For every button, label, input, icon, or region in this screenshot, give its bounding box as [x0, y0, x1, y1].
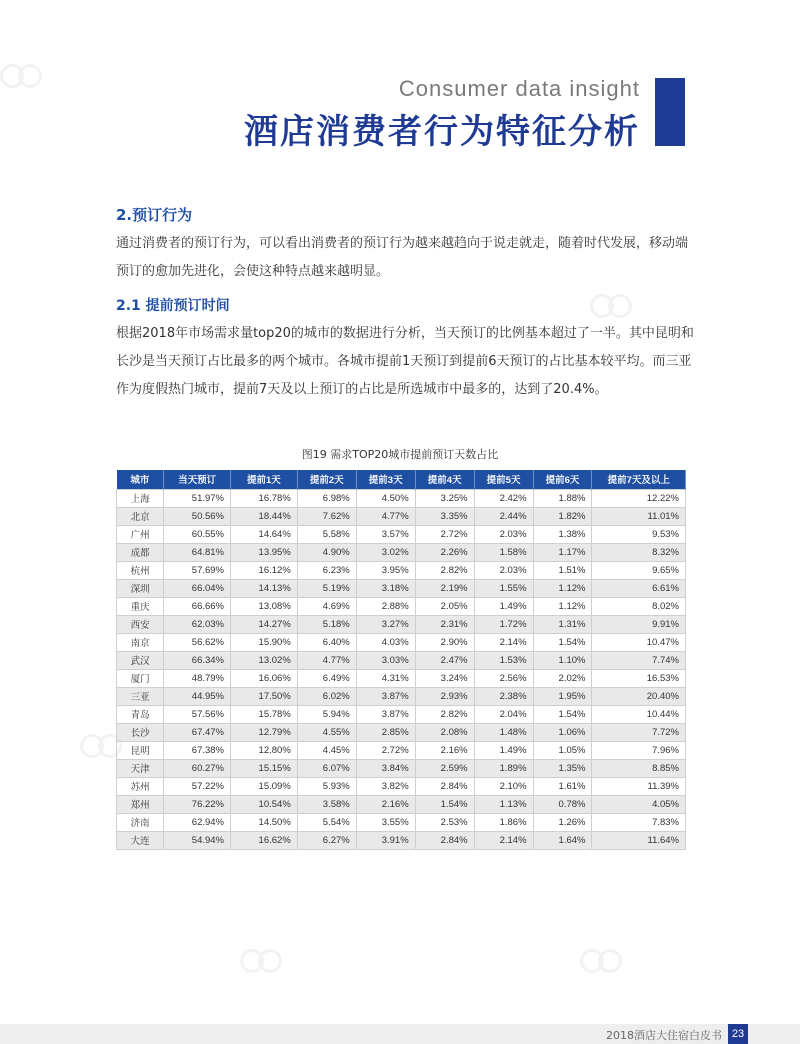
- table-row: [117, 561, 686, 579]
- percent-cell: 2.10%: [474, 777, 533, 795]
- percent-cell: 1.49%: [474, 741, 533, 759]
- city-cell: 武汉: [117, 651, 164, 669]
- percent-cell: 1.35%: [533, 759, 592, 777]
- percent-cell: 1.10%: [533, 651, 592, 669]
- percent-cell: 9.53%: [592, 525, 686, 543]
- percent-cell: 5.93%: [297, 777, 356, 795]
- percent-cell: 8.85%: [592, 759, 686, 777]
- percent-cell: 2.02%: [533, 669, 592, 687]
- percent-cell: 1.53%: [474, 651, 533, 669]
- header-subtitle-en: Consumer data insight: [398, 76, 640, 101]
- percent-cell: 2.72%: [415, 525, 474, 543]
- percent-cell: 2.03%: [474, 561, 533, 579]
- watermark-logo-icon: [580, 945, 650, 985]
- header-accent-bar: [655, 78, 685, 146]
- percent-cell: 14.50%: [231, 813, 298, 831]
- percent-cell: 48.79%: [164, 669, 231, 687]
- table-row: [117, 525, 686, 543]
- percent-cell: 1.06%: [533, 723, 592, 741]
- city-cell: 昆明: [117, 741, 164, 759]
- percent-cell: 2.05%: [415, 597, 474, 615]
- column-header: 城市: [117, 470, 164, 489]
- percent-cell: 4.77%: [297, 651, 356, 669]
- percent-cell: 2.82%: [415, 561, 474, 579]
- table-row: [117, 543, 686, 561]
- percent-cell: 3.35%: [415, 507, 474, 525]
- percent-cell: 14.27%: [231, 615, 298, 633]
- percent-cell: 1.51%: [533, 561, 592, 579]
- booking-lead-time-table: [116, 470, 686, 850]
- subsection-heading: 2.1 提前预订时间: [116, 298, 230, 314]
- table-row: [117, 795, 686, 813]
- percent-cell: 2.14%: [474, 831, 533, 849]
- percent-cell: 1.12%: [533, 579, 592, 597]
- percent-cell: 5.58%: [297, 525, 356, 543]
- percent-cell: 2.14%: [474, 633, 533, 651]
- percent-cell: 3.84%: [356, 759, 415, 777]
- column-header: 提前4天: [415, 470, 474, 489]
- percent-cell: 11.01%: [592, 507, 686, 525]
- table-row: [117, 597, 686, 615]
- percent-cell: 62.94%: [164, 813, 231, 831]
- percent-cell: 50.56%: [164, 507, 231, 525]
- table-body: [117, 489, 686, 849]
- table-row: [117, 741, 686, 759]
- percent-cell: 1.72%: [474, 615, 533, 633]
- percent-cell: 8.32%: [592, 543, 686, 561]
- percent-cell: 13.08%: [231, 597, 298, 615]
- percent-cell: 4.31%: [356, 669, 415, 687]
- percent-cell: 2.88%: [356, 597, 415, 615]
- percent-cell: 76.22%: [164, 795, 231, 813]
- city-cell: 苏州: [117, 777, 164, 795]
- percent-cell: 2.04%: [474, 705, 533, 723]
- percent-cell: 66.66%: [164, 597, 231, 615]
- percent-cell: 6.49%: [297, 669, 356, 687]
- percent-cell: 1.58%: [474, 543, 533, 561]
- city-cell: 长沙: [117, 723, 164, 741]
- percent-cell: 11.64%: [592, 831, 686, 849]
- percent-cell: 8.02%: [592, 597, 686, 615]
- section-paragraph: 通过消费者的预订行为，可以看出消费者的预订行为越来越趋向于说走就走，随着时代发展，移动端预订的愈加先进化，会使这种特点越来越明显。: [116, 236, 689, 279]
- table-row: [117, 615, 686, 633]
- percent-cell: 66.04%: [164, 579, 231, 597]
- percent-cell: 3.95%: [356, 561, 415, 579]
- percent-cell: 2.38%: [474, 687, 533, 705]
- percent-cell: 7.62%: [297, 507, 356, 525]
- percent-cell: 15.15%: [231, 759, 298, 777]
- percent-cell: 15.90%: [231, 633, 298, 651]
- city-cell: 杭州: [117, 561, 164, 579]
- percent-cell: 7.96%: [592, 741, 686, 759]
- watermark-logo-icon: [0, 60, 70, 100]
- percent-cell: 3.03%: [356, 651, 415, 669]
- table-row: [117, 579, 686, 597]
- percent-cell: 57.69%: [164, 561, 231, 579]
- city-cell: 厦门: [117, 669, 164, 687]
- percent-cell: 5.18%: [297, 615, 356, 633]
- percent-cell: 2.84%: [415, 777, 474, 795]
- percent-cell: 18.44%: [231, 507, 298, 525]
- percent-cell: 3.58%: [297, 795, 356, 813]
- percent-cell: 1.12%: [533, 597, 592, 615]
- percent-cell: 2.03%: [474, 525, 533, 543]
- percent-cell: 16.53%: [592, 669, 686, 687]
- city-cell: 郑州: [117, 795, 164, 813]
- percent-cell: 12.79%: [231, 723, 298, 741]
- table-row: [117, 651, 686, 669]
- percent-cell: 1.38%: [533, 525, 592, 543]
- page-number: 23: [728, 1024, 748, 1044]
- watermark-logo-icon: [590, 290, 660, 330]
- city-cell: 上海: [117, 489, 164, 507]
- percent-cell: 12.22%: [592, 489, 686, 507]
- percent-cell: 1.82%: [533, 507, 592, 525]
- percent-cell: 13.02%: [231, 651, 298, 669]
- percent-cell: 6.07%: [297, 759, 356, 777]
- percent-cell: 2.08%: [415, 723, 474, 741]
- percent-cell: 14.13%: [231, 579, 298, 597]
- city-cell: 三亚: [117, 687, 164, 705]
- percent-cell: 10.44%: [592, 705, 686, 723]
- percent-cell: 1.48%: [474, 723, 533, 741]
- percent-cell: 2.16%: [415, 741, 474, 759]
- percent-cell: 7.72%: [592, 723, 686, 741]
- column-header: 提前6天: [533, 470, 592, 489]
- percent-cell: 1.86%: [474, 813, 533, 831]
- city-cell: 深圳: [117, 579, 164, 597]
- percent-cell: 3.25%: [415, 489, 474, 507]
- city-cell: 广州: [117, 525, 164, 543]
- percent-cell: 1.54%: [415, 795, 474, 813]
- percent-cell: 14.64%: [231, 525, 298, 543]
- figure-caption: 图19 需求TOP20城市提前预订天数占比: [301, 448, 499, 461]
- city-cell: 济南: [117, 813, 164, 831]
- percent-cell: 57.56%: [164, 705, 231, 723]
- city-cell: 天津: [117, 759, 164, 777]
- percent-cell: 2.59%: [415, 759, 474, 777]
- percent-cell: 4.05%: [592, 795, 686, 813]
- percent-cell: 4.90%: [297, 543, 356, 561]
- percent-cell: 1.54%: [533, 705, 592, 723]
- percent-cell: 2.47%: [415, 651, 474, 669]
- percent-cell: 2.72%: [356, 741, 415, 759]
- percent-cell: 1.61%: [533, 777, 592, 795]
- column-header: 当天预订: [164, 470, 231, 489]
- percent-cell: 1.88%: [533, 489, 592, 507]
- column-header: 提前7天及以上: [592, 470, 686, 489]
- percent-cell: 67.47%: [164, 723, 231, 741]
- percent-cell: 10.54%: [231, 795, 298, 813]
- watermark-logo-icon: [80, 730, 150, 770]
- column-header: 提前1天: [231, 470, 298, 489]
- percent-cell: 56.62%: [164, 633, 231, 651]
- percent-cell: 6.23%: [297, 561, 356, 579]
- percent-cell: 2.44%: [474, 507, 533, 525]
- column-header: 提前3天: [356, 470, 415, 489]
- table-row: [117, 489, 686, 507]
- table-row: [117, 687, 686, 705]
- watermark-logo-icon: [240, 945, 310, 985]
- percent-cell: 11.39%: [592, 777, 686, 795]
- percent-cell: 4.77%: [356, 507, 415, 525]
- percent-cell: 3.91%: [356, 831, 415, 849]
- percent-cell: 5.54%: [297, 813, 356, 831]
- footer-title: 2018酒店大住宿白皮书: [606, 1029, 722, 1042]
- percent-cell: 2.82%: [415, 705, 474, 723]
- percent-cell: 3.57%: [356, 525, 415, 543]
- percent-cell: 2.90%: [415, 633, 474, 651]
- percent-cell: 1.26%: [533, 813, 592, 831]
- percent-cell: 7.74%: [592, 651, 686, 669]
- percent-cell: 2.56%: [474, 669, 533, 687]
- percent-cell: 17.50%: [231, 687, 298, 705]
- percent-cell: 62.03%: [164, 615, 231, 633]
- percent-cell: 9.65%: [592, 561, 686, 579]
- percent-cell: 3.87%: [356, 705, 415, 723]
- percent-cell: 4.55%: [297, 723, 356, 741]
- table-row: [117, 507, 686, 525]
- table-row: [117, 669, 686, 687]
- percent-cell: 6.02%: [297, 687, 356, 705]
- city-cell: 北京: [117, 507, 164, 525]
- percent-cell: 3.27%: [356, 615, 415, 633]
- percent-cell: 13.95%: [231, 543, 298, 561]
- percent-cell: 16.62%: [231, 831, 298, 849]
- percent-cell: 2.26%: [415, 543, 474, 561]
- percent-cell: 20.40%: [592, 687, 686, 705]
- percent-cell: 64.81%: [164, 543, 231, 561]
- percent-cell: 1.89%: [474, 759, 533, 777]
- city-cell: 重庆: [117, 597, 164, 615]
- city-cell: 大连: [117, 831, 164, 849]
- percent-cell: 60.27%: [164, 759, 231, 777]
- percent-cell: 0.78%: [533, 795, 592, 813]
- subsection-paragraph: 根据2018年市场需求量top20的城市的数据进行分析，当天预订的比例基本超过了一半。其中昆明和长沙是当天预订占比最多的两个城市。各城市提前1天预订到提前6天预订的占比基本较平均。而三亚作为度假热门城市，提前7天及以上预订的占比是所选城市中最多的，达到了20.4%。: [116, 326, 694, 397]
- table-row: [117, 705, 686, 723]
- city-cell: 南京: [117, 633, 164, 651]
- percent-cell: 2.85%: [356, 723, 415, 741]
- percent-cell: 1.95%: [533, 687, 592, 705]
- percent-cell: 1.13%: [474, 795, 533, 813]
- percent-cell: 16.12%: [231, 561, 298, 579]
- table-row: [117, 813, 686, 831]
- percent-cell: 1.17%: [533, 543, 592, 561]
- city-cell: 西安: [117, 615, 164, 633]
- percent-cell: 66.34%: [164, 651, 231, 669]
- column-header: 提前2天: [297, 470, 356, 489]
- percent-cell: 2.19%: [415, 579, 474, 597]
- percent-cell: 3.24%: [415, 669, 474, 687]
- percent-cell: 7.83%: [592, 813, 686, 831]
- section-heading: 2.预订行为: [116, 206, 193, 224]
- percent-cell: 5.19%: [297, 579, 356, 597]
- percent-cell: 6.61%: [592, 579, 686, 597]
- percent-cell: 5.94%: [297, 705, 356, 723]
- column-header: 提前5天: [474, 470, 533, 489]
- percent-cell: 67.38%: [164, 741, 231, 759]
- table-row: [117, 633, 686, 651]
- percent-cell: 16.78%: [231, 489, 298, 507]
- percent-cell: 1.64%: [533, 831, 592, 849]
- percent-cell: 6.40%: [297, 633, 356, 651]
- percent-cell: 57.22%: [164, 777, 231, 795]
- percent-cell: 15.09%: [231, 777, 298, 795]
- city-cell: 青岛: [117, 705, 164, 723]
- city-cell: 成都: [117, 543, 164, 561]
- percent-cell: 44.95%: [164, 687, 231, 705]
- percent-cell: 16.06%: [231, 669, 298, 687]
- percent-cell: 6.98%: [297, 489, 356, 507]
- percent-cell: 1.55%: [474, 579, 533, 597]
- percent-cell: 3.82%: [356, 777, 415, 795]
- table-header-row: [117, 470, 686, 489]
- percent-cell: 4.50%: [356, 489, 415, 507]
- percent-cell: 6.27%: [297, 831, 356, 849]
- percent-cell: 15.78%: [231, 705, 298, 723]
- table-row: [117, 777, 686, 795]
- percent-cell: 3.87%: [356, 687, 415, 705]
- table-row: [117, 723, 686, 741]
- percent-cell: 3.18%: [356, 579, 415, 597]
- percent-cell: 12.80%: [231, 741, 298, 759]
- percent-cell: 3.02%: [356, 543, 415, 561]
- percent-cell: 1.49%: [474, 597, 533, 615]
- percent-cell: 2.93%: [415, 687, 474, 705]
- percent-cell: 2.53%: [415, 813, 474, 831]
- percent-cell: 3.55%: [356, 813, 415, 831]
- percent-cell: 4.03%: [356, 633, 415, 651]
- table-row: [117, 831, 686, 849]
- percent-cell: 2.31%: [415, 615, 474, 633]
- percent-cell: 2.16%: [356, 795, 415, 813]
- percent-cell: 54.94%: [164, 831, 231, 849]
- page-title: 酒店消费者行为特征分析: [244, 112, 640, 152]
- percent-cell: 10.47%: [592, 633, 686, 651]
- percent-cell: 9.91%: [592, 615, 686, 633]
- percent-cell: 2.42%: [474, 489, 533, 507]
- percent-cell: 1.05%: [533, 741, 592, 759]
- percent-cell: 4.69%: [297, 597, 356, 615]
- percent-cell: 60.55%: [164, 525, 231, 543]
- percent-cell: 1.54%: [533, 633, 592, 651]
- percent-cell: 51.97%: [164, 489, 231, 507]
- percent-cell: 1.31%: [533, 615, 592, 633]
- percent-cell: 2.84%: [415, 831, 474, 849]
- table-row: [117, 759, 686, 777]
- percent-cell: 4.45%: [297, 741, 356, 759]
